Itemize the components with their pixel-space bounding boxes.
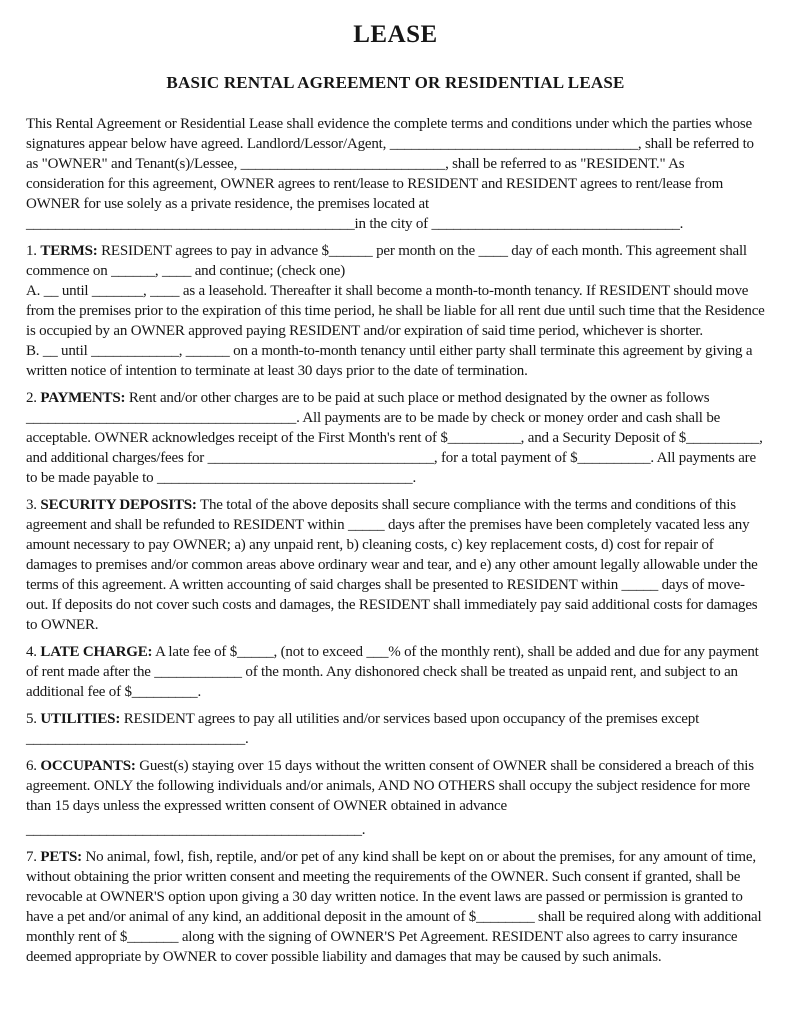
section-security-deposits-number: 3. bbox=[26, 497, 37, 513]
section-utilities-number: 5. bbox=[26, 711, 37, 727]
section-pets-number: 7. bbox=[26, 849, 37, 865]
section-security-deposits-heading: SECURITY DEPOSITS: bbox=[40, 497, 197, 513]
section-terms-number: 1. bbox=[26, 243, 37, 259]
section-utilities bbox=[26, 709, 765, 749]
section-payments bbox=[26, 388, 765, 488]
document-subtitle: BASIC RENTAL AGREEMENT OR RESIDENTIAL LEASE bbox=[166, 73, 625, 92]
section-occupants-heading: OCCUPANTS: bbox=[40, 758, 136, 774]
section-late-charge-heading: LATE CHARGE: bbox=[40, 644, 153, 660]
section-payments-number: 2. bbox=[26, 390, 37, 406]
section-late-charge-text: A late fee of $_____, (not to exceed ___% of the monthly rent), shall be added and due for any payment of rent made after the ____________ of the month. Any dishonored check shall be treated as unpaid rent, and subject to an additional fee of $_________. bbox=[26, 644, 759, 700]
document-title: LEASE bbox=[353, 21, 438, 48]
section-late-charge bbox=[26, 642, 765, 702]
section-pets bbox=[26, 847, 765, 967]
section-payments-heading: PAYMENTS: bbox=[40, 390, 126, 406]
section-terms bbox=[26, 241, 765, 381]
section-security-deposits bbox=[26, 495, 765, 635]
section-utilities-blank-line: ______________________________. bbox=[26, 731, 249, 747]
section-terms-option-b: B. __ until ____________, ______ on a month-to-month tenancy until either party shall terminate this agreement by giving a written notice of intention to terminate at least 30 days prior to the date of termination. bbox=[26, 343, 753, 379]
section-payments-text: Rent and/or other charges are to be paid at such place or method designated by the owner as follows _____________________________________. All payments are to be made by check or money order and cash shall be acceptable. OWNER acknowledges receipt of the First Month's rent of $__________, and a Security Deposit of $__________, and additional charges/fees for _______________________________, for a total payment of $__________. All payments are to be made payable to ___________________________________. bbox=[26, 390, 763, 486]
section-occupants-number: 6. bbox=[26, 758, 37, 774]
section-terms-heading: TERMS: bbox=[40, 243, 98, 259]
section-occupants-blank-line: ______________________________________________. bbox=[26, 822, 366, 838]
section-occupants-text: Guest(s) staying over 15 days without the written consent of OWNER shall be considered a breach of this agreement. ONLY the following individuals and/or animals, AND NO OTHERS shall occupy the subject residence for more than 15 days unless the expressed written consent of OWNER obtained in advance bbox=[26, 758, 754, 814]
section-terms-option-a: A. __ until _______, ____ as a leasehold. Thereafter it shall become a month-to-month tenancy. If RESIDENT should move from the premises prior to the expiration of this time period, he shall be liable for all rent due until such time that the Residence is occupied by an OWNER approved paying RESIDENT and/or expiration of said time period, whichever is shorter. bbox=[26, 283, 765, 339]
section-security-deposits-text: The total of the above deposits shall secure compliance with the terms and conditions of this agreement and shall be refunded to RESIDENT within _____ days after the premises have been completely vacated less any amount necessary to pay OWNER; a) any unpaid rent, b) cleaning costs, c) key replacement costs, d) cost for repair of damages to premises and/or common areas above ordinary wear and tear, and e) any other amount legally allowable under the terms of this agreement. A written accounting of said charges shall be presented to RESIDENT within _____ days of move-out. If deposits do not cover such costs and damages, the RESIDENT shall immediately pay said additional costs for damages to OWNER. bbox=[26, 497, 758, 633]
section-utilities-text: RESIDENT agrees to pay all utilities and/or services based upon occupancy of the premises except bbox=[123, 711, 700, 727]
section-utilities-heading: UTILITIES: bbox=[40, 711, 121, 727]
section-terms-text: RESIDENT agrees to pay in advance $______ per month on the ____ day of each month. This agreement shall commence on ______, ____ and continue; (check one) bbox=[26, 243, 747, 279]
section-late-charge-number: 4. bbox=[26, 644, 37, 660]
intro-paragraph: This Rental Agreement or Residential Lease shall evidence the complete terms and conditions under which the parties whose signatures appear below have agreed. Landlord/Lessor/Agent, __________________________________, shall be referred to as "OWNER" and Tenant(s)/Lessee, ____________________________, shall be referred to as "RESIDENT." As consideration for this agreement, OWNER agrees to rent/lease to RESIDENT and RESIDENT agrees to rent/lease from OWNER for use solely as a private residence, the premises located at _____________________________________________in the city of __________________________________. bbox=[26, 116, 754, 232]
section-occupants bbox=[26, 756, 765, 840]
section-terms-intro bbox=[26, 241, 765, 281]
section-pets-text: No animal, fowl, fish, reptile, and/or pet of any kind shall be kept on or about the premises, for any amount of time, without obtaining the prior written consent and meeting the requirements of the OWNER. Such consent if granted, shall be revocable at OWNER'S option upon giving a 30 day written notice. In the event laws are passed or permission is granted to have a pet and/or animal of any kind, an additional deposit in the amount of $________ shall be required along with additional monthly rent of $_______ along with the signing of OWNER'S Pet Agreement. RESIDENT also agrees to carry insurance deemed appropriate by OWNER to cover possible liability and damages that may be caused by such animals. bbox=[26, 849, 762, 965]
section-pets-heading: PETS: bbox=[40, 849, 82, 865]
